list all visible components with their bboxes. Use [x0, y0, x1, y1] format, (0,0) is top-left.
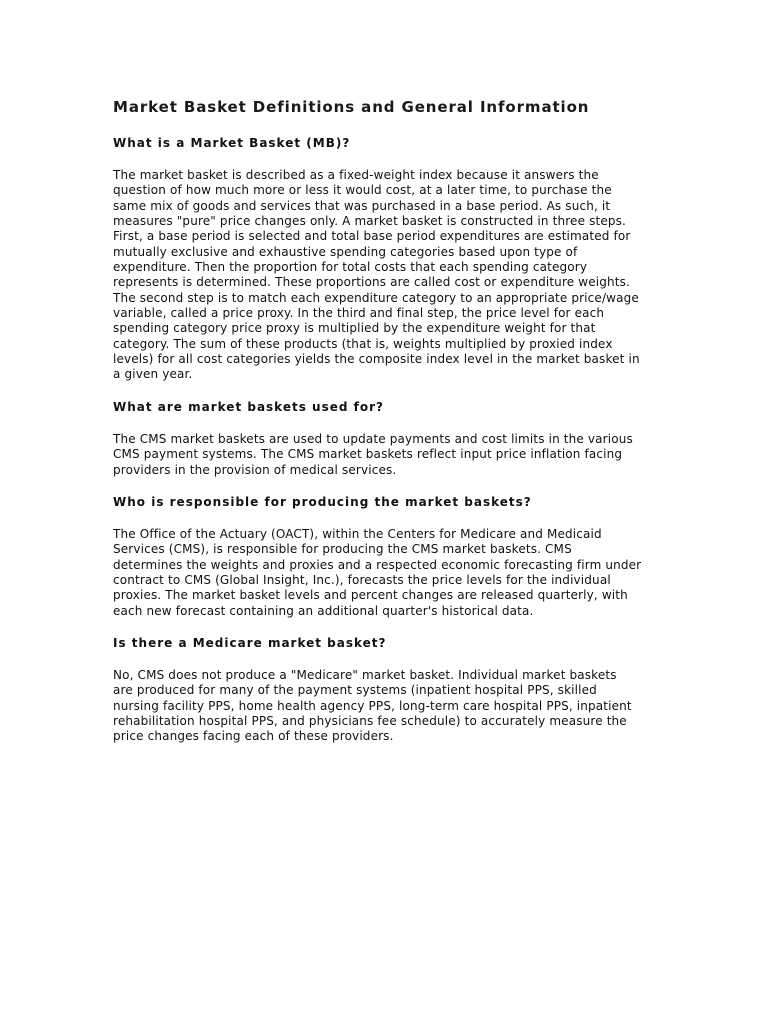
- page-title: Market Basket Definitions and General Information: [113, 98, 590, 116]
- section-question: Who is responsible for producing the market baskets?: [113, 494, 532, 509]
- section-answer: The Office of the Actuary (OACT), within the Centers for Medicare and Medicaid Services (CMS), is responsible for producing the CMS market baskets. CMS determines the weights and proxies and a respected economic forecasting firm under contract to CMS (Global Insight, Inc.), forecasts the price levels for the individual proxies. The market basket levels and percent changes are released quarterly, with each new forecast containing an additional quarter's historical data.: [113, 526, 642, 618]
- section-question: What are market baskets used for?: [113, 399, 384, 414]
- section-market-baskets-used-for: [113, 399, 661, 478]
- section-medicare-market-basket: [113, 635, 661, 745]
- section-what-is-market-basket: [113, 135, 661, 383]
- section-question: Is there a Medicare market basket?: [113, 635, 387, 650]
- section-answer: No, CMS does not produce a "Medicare" market basket. Individual market baskets are produced for many of the payment systems (inpatient hospital PPS, skilled nursing facility PPS, home health agency PPS, long-term care hospital PPS, inpatient rehabilitation hospital PPS, and physicians fee schedule) to accurately measure the price changes facing each of these providers.: [113, 667, 632, 744]
- section-answer: The CMS market baskets are used to update payments and cost limits in the various CMS payment systems. The CMS market baskets reflect input price inflation facing providers in the provision of medical services.: [113, 431, 633, 477]
- section-question: What is a Market Basket (MB)?: [113, 136, 351, 150]
- section-who-is-responsible: [113, 494, 661, 619]
- section-answer: The market basket is described as a fixed-weight index because it answers the question of how much more or less it would cost, at a later time, to purchase the same mix of goods and services that was purchased in a base period. As such, it measures "pure" price changes only. A market basket is constructed in three steps. First, a base period is selected and total base period expenditures are estimated for mutually exclusive and exhaustive spending categories based upon type of expenditure. Then the proportion for total costs that each spending category represents is determined. These proportions are called cost or expenditure weights. The second step is to match each expenditure category to an appropriate price/wage variable, called a price proxy. In the third and final step, the price level for each spending category price proxy is multiplied by the expenditure weight for that category. The sum of these products (that is, weights multiplied by proxied index levels) for all cost categories yields the composite index level in the market basket in a given year.: [113, 168, 640, 382]
- document-page: [113, 96, 661, 761]
